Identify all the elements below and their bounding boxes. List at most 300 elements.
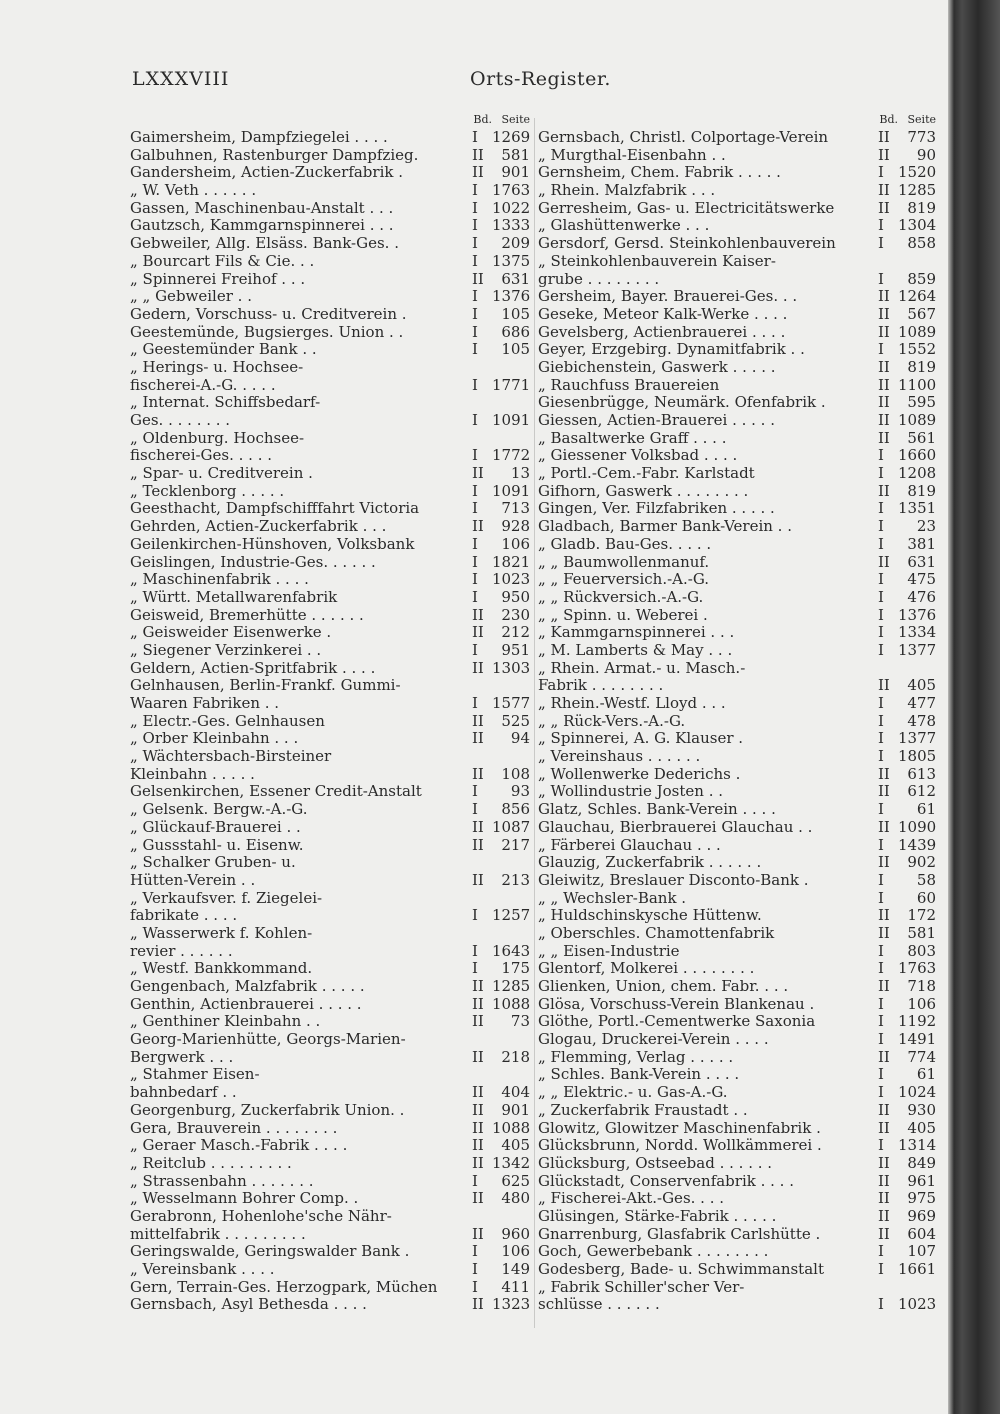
index-entry bbox=[130, 1226, 530, 1244]
entry-volume: II bbox=[472, 995, 484, 1013]
entry-volume: I bbox=[878, 588, 884, 606]
index-entry bbox=[130, 695, 530, 713]
entry-volume: II bbox=[878, 199, 890, 217]
index-entry bbox=[538, 783, 936, 801]
entry-page: 405 bbox=[907, 677, 936, 695]
entry-volume: II bbox=[472, 871, 484, 889]
entry-volume: I bbox=[472, 801, 478, 819]
entry-volume bbox=[472, 677, 492, 695]
entry-text: „ „ Rück-Vers.-A.-G. bbox=[538, 712, 686, 730]
bd-header: Bd. bbox=[879, 113, 898, 126]
entry-text: „ Rhein.-Westf. Lloyd . . . bbox=[538, 695, 726, 712]
index-entry bbox=[538, 306, 936, 324]
entry-page bbox=[492, 430, 530, 448]
entry-page: 73 bbox=[510, 1013, 530, 1031]
entry-page: 625 bbox=[501, 1172, 530, 1190]
index-entry bbox=[130, 359, 530, 377]
entry-text: „ „ Baumwollenmanuf. bbox=[538, 553, 710, 571]
entry-page: 902 bbox=[907, 854, 936, 872]
entry-text: Gerabronn, Hohenlohe'sche Nähr- bbox=[130, 1207, 392, 1225]
entry-page: 928 bbox=[501, 518, 530, 536]
entry-volume: II bbox=[878, 1048, 890, 1066]
entry-text: Gersdorf, Gersd. Steinkohlenbauverein bbox=[538, 235, 836, 253]
entry-volume: I bbox=[472, 217, 478, 235]
entry-text: Gaimersheim, Dampfziegelei . . . . bbox=[130, 129, 388, 146]
entry-text: „ Schles. Bank-Verein . . . . bbox=[538, 1066, 740, 1084]
entry-text: Geislingen, Industrie-Ges. . . . . . bbox=[130, 553, 376, 571]
entry-page: 975 bbox=[907, 1190, 936, 1208]
index-entry bbox=[538, 978, 936, 996]
index-entry bbox=[538, 1031, 936, 1049]
entry-text: Geisweid, Bremerhütte . . . . . . bbox=[130, 606, 364, 624]
index-entry bbox=[130, 783, 530, 801]
entry-text: Ges. . . . . . . . bbox=[130, 412, 231, 429]
index-entry bbox=[538, 1226, 936, 1244]
index-entry bbox=[538, 730, 936, 748]
index-entry bbox=[538, 766, 936, 784]
entry-text: Gerresheim, Gas- u. Electricitätswerke bbox=[538, 199, 835, 217]
entry-volume: II bbox=[472, 1048, 484, 1066]
index-entry bbox=[538, 412, 936, 430]
index-entry bbox=[538, 324, 936, 342]
index-entry bbox=[130, 253, 530, 271]
entry-text: „ „ Rückversich.-A.-G. bbox=[538, 588, 704, 606]
index-entry bbox=[130, 907, 530, 925]
entry-page bbox=[898, 253, 936, 271]
entry-text: Bergwerk . . . bbox=[130, 1048, 234, 1066]
entry-volume: I bbox=[878, 748, 884, 766]
entry-volume: II bbox=[878, 394, 890, 412]
entry-text: Georgenburg, Zuckerfabrik Union. . bbox=[130, 1101, 405, 1119]
entry-page: 209 bbox=[501, 235, 530, 253]
entry-volume: I bbox=[472, 535, 478, 553]
entry-text: „ Geestemünder Bank . . bbox=[130, 341, 317, 359]
entry-volume: I bbox=[878, 871, 884, 889]
index-entry bbox=[538, 907, 936, 925]
entry-volume: I bbox=[878, 1243, 884, 1261]
entry-volume: II bbox=[472, 1154, 484, 1172]
entry-page: 612 bbox=[907, 783, 936, 801]
entry-text: Gebweiler, Allg. Elsäss. Bank-Ges. . bbox=[130, 235, 399, 253]
entry-volume: II bbox=[472, 465, 484, 483]
index-entry bbox=[130, 1137, 530, 1155]
index-entry bbox=[538, 554, 936, 572]
entry-text: Glentorf, Molkerei . . . . . . . . bbox=[538, 960, 755, 978]
entry-page: 1491 bbox=[898, 1031, 936, 1049]
entry-text: Geldern, Actien-Spritfabrik . . . . bbox=[130, 659, 376, 677]
entry-text: „ Geisweider Eisenwerke . bbox=[130, 624, 332, 642]
index-entry bbox=[538, 1279, 936, 1297]
entry-volume: I bbox=[878, 447, 884, 465]
index-entry bbox=[130, 1243, 530, 1261]
entry-volume: I bbox=[472, 960, 478, 978]
entry-volume: I bbox=[878, 1013, 884, 1031]
index-entry bbox=[130, 943, 530, 961]
entry-text: Gernsbach, Asyl Bethesda . . . . bbox=[130, 1296, 367, 1314]
entry-text: „ Schalker Gruben- u. bbox=[130, 854, 296, 872]
entry-volume: I bbox=[878, 518, 884, 536]
index-entry bbox=[130, 465, 530, 483]
entry-text: „ Maschinenfabrik . . . . bbox=[130, 571, 309, 589]
entry-text: Fabrik . . . . . . . . bbox=[538, 677, 664, 695]
entry-page: 1643 bbox=[492, 942, 530, 960]
index-entry bbox=[130, 377, 530, 395]
entry-volume: I bbox=[472, 376, 478, 394]
entry-volume: I bbox=[878, 500, 884, 518]
entry-volume: II bbox=[878, 553, 890, 571]
entry-page: 13 bbox=[510, 465, 530, 483]
entry-text: „ Wollenwerke Dederichs . bbox=[538, 765, 741, 783]
index-entry bbox=[538, 518, 936, 536]
index-entry bbox=[130, 1120, 530, 1138]
entry-page bbox=[492, 359, 530, 377]
index-entry bbox=[130, 200, 530, 218]
index-entry bbox=[538, 837, 936, 855]
entry-text: „ Oberschles. Chamottenfabrik bbox=[538, 924, 775, 942]
entry-text: „ „ Elektric.- u. Gas-A.-G. bbox=[538, 1084, 728, 1102]
entry-page: 613 bbox=[907, 765, 936, 783]
index-entry bbox=[130, 1190, 530, 1208]
index-entry bbox=[538, 1190, 936, 1208]
entry-text: Geilenkirchen-Hünshoven, Volksbank bbox=[130, 535, 415, 553]
entry-page bbox=[492, 1031, 530, 1049]
entry-text: „ Wächtersbach-Birsteiner bbox=[130, 748, 332, 766]
index-entry bbox=[538, 854, 936, 872]
entry-volume: I bbox=[878, 960, 884, 978]
entry-text: „ Portl.-Cem.-Fabr. Karlstadt bbox=[538, 465, 755, 483]
entry-volume bbox=[472, 1066, 492, 1084]
entry-volume: II bbox=[878, 978, 890, 995]
entry-page: 1334 bbox=[898, 624, 936, 642]
entry-text: Glücksburg, Ostseebad . . . . . . bbox=[538, 1154, 773, 1172]
entry-page: 950 bbox=[501, 588, 530, 606]
entry-page: 561 bbox=[907, 429, 936, 447]
entry-volume: I bbox=[878, 624, 884, 642]
index-entry bbox=[130, 341, 530, 359]
entry-text: fabrikate . . . . bbox=[130, 907, 238, 925]
entry-text: „ Huldschinskysche Hüttenw. bbox=[538, 907, 762, 925]
index-entry bbox=[538, 430, 936, 448]
entry-volume: II bbox=[878, 907, 890, 925]
index-entry bbox=[538, 465, 936, 483]
index-entry bbox=[538, 1243, 936, 1261]
entry-page: 1376 bbox=[492, 288, 530, 306]
entry-volume: I bbox=[878, 889, 884, 907]
entry-text: grube . . . . . . . . bbox=[538, 270, 660, 288]
entry-text: „ Flemming, Verlag . . . . . bbox=[538, 1048, 734, 1066]
entry-text: Genthin, Actienbrauerei . . . . . bbox=[130, 995, 362, 1013]
entry-page: 1089 bbox=[898, 323, 936, 341]
entry-volume bbox=[472, 854, 492, 872]
entry-text: Waaren Fabriken . . bbox=[130, 695, 280, 712]
index-entry bbox=[538, 147, 936, 165]
index-entry bbox=[130, 1066, 530, 1084]
index-entry bbox=[538, 1066, 936, 1084]
entry-page: 60 bbox=[916, 889, 936, 907]
entry-text: „ Zuckerfabrik Fraustadt . . bbox=[538, 1101, 748, 1119]
entry-page: 1333 bbox=[492, 217, 530, 235]
index-entry bbox=[130, 412, 530, 430]
entry-page: 773 bbox=[907, 129, 936, 146]
entry-text: mittelfabrik . . . . . . . . . bbox=[130, 1225, 306, 1243]
entry-page: 106 bbox=[501, 535, 530, 553]
entry-text: „ Glückauf-Brauerei . . bbox=[130, 818, 301, 836]
entry-page: 23 bbox=[916, 518, 936, 536]
entry-volume: I bbox=[472, 641, 478, 659]
index-entry bbox=[538, 571, 936, 589]
entry-text: Geseke, Meteor Kalk-Werke . . . . bbox=[538, 305, 788, 323]
entry-page: 581 bbox=[501, 146, 530, 164]
index-entry bbox=[130, 819, 530, 837]
index-entry bbox=[538, 235, 936, 253]
entry-page: 105 bbox=[501, 341, 530, 359]
index-entry bbox=[130, 483, 530, 501]
entry-volume: II bbox=[472, 1101, 484, 1119]
entry-text: „ Rhein. Malzfabrik . . . bbox=[538, 182, 716, 200]
entry-page: 803 bbox=[907, 942, 936, 960]
entry-volume: II bbox=[472, 765, 484, 783]
index-entry bbox=[538, 960, 936, 978]
entry-page: 61 bbox=[916, 801, 936, 819]
entry-page: 1660 bbox=[898, 447, 936, 465]
entry-page: 631 bbox=[501, 270, 530, 288]
entry-page: 1088 bbox=[492, 995, 530, 1013]
entry-text: schlüsse . . . . . . bbox=[538, 1296, 660, 1314]
index-entry bbox=[538, 890, 936, 908]
entry-page: 1087 bbox=[492, 818, 530, 836]
entry-volume: II bbox=[878, 288, 890, 306]
entry-page: 480 bbox=[501, 1190, 530, 1208]
entry-volume: I bbox=[878, 465, 884, 483]
entry-volume: II bbox=[472, 518, 484, 536]
entry-volume: I bbox=[472, 942, 478, 960]
entry-volume bbox=[472, 925, 492, 943]
entry-page: 713 bbox=[501, 500, 530, 518]
index-entry bbox=[130, 978, 530, 996]
entry-page: 581 bbox=[907, 924, 936, 942]
index-entry bbox=[130, 182, 530, 200]
entry-page: 405 bbox=[501, 1137, 530, 1155]
entry-page bbox=[492, 925, 530, 943]
index-entry bbox=[538, 1296, 936, 1314]
entry-text: „ Spinnerei, A. G. Klauser . bbox=[538, 730, 744, 748]
entry-volume: I bbox=[878, 217, 884, 235]
index-entry bbox=[130, 837, 530, 855]
entry-page: 218 bbox=[501, 1048, 530, 1066]
entry-volume bbox=[472, 430, 492, 448]
entry-volume: II bbox=[878, 1101, 890, 1119]
entry-volume bbox=[472, 1208, 492, 1226]
entry-volume: I bbox=[472, 129, 478, 146]
entry-volume: II bbox=[472, 1225, 484, 1243]
entry-text: Kleinbahn . . . . . bbox=[130, 765, 255, 783]
entry-text: „ Electr.-Ges. Gelnhausen bbox=[130, 712, 325, 730]
entry-volume: I bbox=[878, 164, 884, 182]
entry-text: „ Färberei Glauchau . . . bbox=[538, 836, 721, 854]
entry-text: fischerei-Ges. . . . . bbox=[130, 447, 273, 465]
entry-page: 1091 bbox=[492, 482, 530, 500]
entry-text: „ „ Gebweiler . . bbox=[130, 288, 252, 306]
index-entry bbox=[130, 447, 530, 465]
entry-volume: I bbox=[472, 1261, 478, 1278]
entry-volume: II bbox=[472, 659, 484, 677]
entry-volume: I bbox=[878, 730, 884, 748]
entry-text: „ Murgthal-Eisenbahn . . bbox=[538, 146, 726, 164]
entry-volume: II bbox=[878, 854, 890, 872]
index-entry bbox=[130, 730, 530, 748]
entry-page: 1285 bbox=[898, 182, 936, 200]
entry-text: Georg-Marienhütte, Georgs-Marien- bbox=[130, 1031, 406, 1049]
entry-volume: II bbox=[878, 1207, 890, 1225]
index-entry bbox=[538, 1120, 936, 1138]
entry-text: Glowitz, Glowitzer Maschinenfabrik . bbox=[538, 1119, 821, 1137]
index-entry bbox=[130, 713, 530, 731]
index-entry bbox=[130, 554, 530, 572]
index-entry bbox=[130, 607, 530, 625]
entry-text: „ „ Spinn. u. Weberei . bbox=[538, 606, 708, 624]
entry-text: Hütten-Verein . . bbox=[130, 871, 256, 889]
entry-text: Gern, Terrain-Ges. Herzogpark, Müchen bbox=[130, 1278, 438, 1296]
entry-volume bbox=[472, 1031, 492, 1049]
entry-volume: I bbox=[472, 588, 478, 606]
index-entry bbox=[538, 217, 936, 235]
entry-volume: I bbox=[472, 252, 478, 270]
index-entry bbox=[130, 1102, 530, 1120]
entry-page bbox=[492, 854, 530, 872]
index-entry bbox=[538, 253, 936, 271]
entry-volume bbox=[472, 748, 492, 766]
entry-volume: I bbox=[472, 482, 478, 500]
entry-text: „ Wasserwerk f. Kohlen- bbox=[130, 924, 313, 942]
index-entry bbox=[538, 447, 936, 465]
entry-page: 961 bbox=[907, 1172, 936, 1190]
entry-volume: I bbox=[878, 942, 884, 960]
entry-volume bbox=[878, 1279, 898, 1297]
entry-volume: I bbox=[878, 341, 884, 359]
index-entry bbox=[130, 1173, 530, 1191]
entry-text: Goch, Gewerbebank . . . . . . . . bbox=[538, 1243, 769, 1261]
entry-text: fischerei-A.-G. . . . . bbox=[130, 376, 276, 394]
index-entry bbox=[130, 1208, 530, 1226]
entry-page: 1377 bbox=[898, 641, 936, 659]
index-entry bbox=[130, 271, 530, 289]
entry-text: „ Rauchfuss Brauereien bbox=[538, 376, 720, 394]
entry-page bbox=[492, 1066, 530, 1084]
entry-volume: I bbox=[878, 1084, 884, 1102]
entry-volume: II bbox=[878, 677, 890, 695]
entry-volume: II bbox=[878, 1172, 890, 1190]
entry-page: 774 bbox=[907, 1048, 936, 1066]
index-entry bbox=[130, 748, 530, 766]
entry-page: 404 bbox=[501, 1084, 530, 1102]
index-entry bbox=[130, 536, 530, 554]
index-entry bbox=[130, 1261, 530, 1279]
entry-text: Glücksbrunn, Nordd. Wollkämmerei . bbox=[538, 1137, 822, 1155]
entry-volume: II bbox=[878, 429, 890, 447]
index-entry bbox=[538, 1208, 936, 1226]
entry-page: 478 bbox=[907, 712, 936, 730]
entry-text: „ W. Veth . . . . . . bbox=[130, 182, 257, 200]
entry-volume: I bbox=[472, 1243, 478, 1261]
entry-page: 1091 bbox=[492, 412, 530, 429]
entry-page: 1090 bbox=[898, 818, 936, 836]
entry-volume: I bbox=[472, 1172, 478, 1190]
entry-volume: II bbox=[472, 836, 484, 854]
entry-text: Gevelsberg, Actienbrauerei . . . . bbox=[538, 323, 786, 341]
index-entry bbox=[130, 306, 530, 324]
entry-volume: I bbox=[878, 641, 884, 659]
index-entry bbox=[538, 1102, 936, 1120]
entry-text: Glöthe, Portl.-Cementwerke Saxonia bbox=[538, 1013, 816, 1031]
entry-page: 1821 bbox=[492, 553, 530, 571]
index-entry bbox=[538, 607, 936, 625]
index-entry bbox=[538, 819, 936, 837]
entry-page: 1269 bbox=[492, 129, 530, 146]
index-entry bbox=[538, 377, 936, 395]
entry-page: 217 bbox=[501, 836, 530, 854]
index-entry bbox=[538, 660, 936, 678]
entry-page: 212 bbox=[501, 624, 530, 642]
entry-text: „ Stahmer Eisen- bbox=[130, 1066, 260, 1084]
entry-text: Gladbach, Barmer Bank-Verein . . bbox=[538, 518, 792, 536]
entry-volume: I bbox=[472, 182, 478, 200]
entry-page: 718 bbox=[907, 978, 936, 995]
entry-volume: I bbox=[472, 447, 478, 465]
entry-text: Glückstadt, Conservenfabrik . . . . bbox=[538, 1172, 794, 1190]
entry-page: 1342 bbox=[492, 1154, 530, 1172]
entry-volume: II bbox=[878, 129, 890, 146]
column-divider bbox=[534, 118, 535, 1328]
index-entry bbox=[130, 1049, 530, 1067]
bd-header: Bd. bbox=[473, 113, 492, 126]
entry-page: 1763 bbox=[898, 960, 936, 978]
index-entry bbox=[538, 996, 936, 1014]
entry-page: 106 bbox=[907, 995, 936, 1013]
index-entry bbox=[130, 164, 530, 182]
entry-volume: I bbox=[878, 1031, 884, 1049]
index-entry bbox=[130, 500, 530, 518]
index-entry bbox=[130, 324, 530, 342]
index-entry bbox=[538, 872, 936, 890]
index-entry bbox=[538, 129, 936, 147]
entry-text: „ Orber Kleinbahn . . . bbox=[130, 730, 299, 748]
entry-page: 93 bbox=[510, 783, 530, 801]
entry-text: „ Basaltwerke Graff . . . . bbox=[538, 429, 727, 447]
entry-page: 595 bbox=[907, 394, 936, 412]
entry-text: „ „ Eisen-Industrie bbox=[538, 942, 680, 960]
entry-volume: II bbox=[472, 146, 484, 164]
entry-text: „ Steinkohlenbauverein Kaiser- bbox=[538, 252, 776, 270]
entry-page: 1351 bbox=[898, 500, 936, 518]
entry-text: „ Rhein. Armat.- u. Masch.- bbox=[538, 659, 746, 677]
entry-page: 901 bbox=[501, 164, 530, 182]
entry-page bbox=[492, 394, 530, 412]
entry-text: Glogau, Druckerei-Verein . . . . bbox=[538, 1031, 769, 1049]
entry-page: 1088 bbox=[492, 1119, 530, 1137]
index-entry bbox=[130, 430, 530, 448]
column-header bbox=[130, 113, 530, 129]
entry-text: „ Wollindustrie Josten . . bbox=[538, 783, 724, 801]
entry-page: 969 bbox=[907, 1207, 936, 1225]
entry-text: revier . . . . . . bbox=[130, 942, 233, 960]
entry-page: 1376 bbox=[898, 606, 936, 624]
index-entry bbox=[130, 642, 530, 660]
entry-volume: II bbox=[878, 376, 890, 394]
index-entry bbox=[538, 1137, 936, 1155]
entry-page: 1763 bbox=[492, 182, 530, 200]
entry-text: „ Gussstahl- u. Eisenw. bbox=[130, 836, 304, 854]
entry-volume: II bbox=[878, 182, 890, 200]
